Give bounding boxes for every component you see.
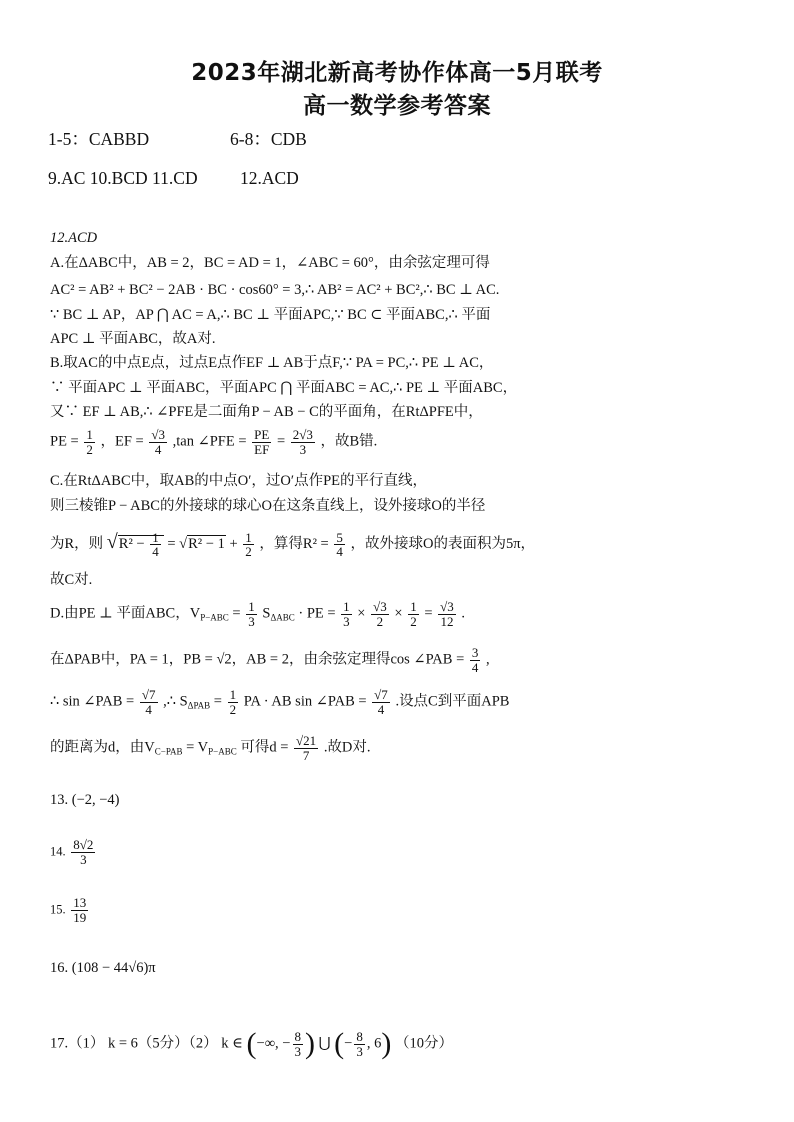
item-number: 14. [50, 844, 66, 859]
text-segment: × [394, 605, 403, 622]
denominator: 2 [376, 613, 384, 629]
solution-line-7: 又∵ EF ⊥ AB,∴ ∠PFE是二面角P − AB − C的平面角，在RtΔPFE中， [50, 404, 483, 420]
fraction-1-3 [246, 600, 257, 628]
answer-15 [50, 896, 90, 924]
denominator: 2 [86, 441, 93, 457]
text-segment: = [232, 605, 241, 622]
item-number: 15. [50, 902, 66, 917]
solution-line-4: APC ⊥ 平面ABC，故A对. [50, 331, 216, 347]
denominator: 3 [80, 851, 87, 867]
denominator: 7 [302, 747, 310, 763]
fraction-2sqrt3-3 [291, 428, 315, 456]
fraction-5-4 [334, 531, 345, 559]
fraction-1-2 [408, 600, 419, 628]
denominator: 3 [343, 613, 350, 629]
denominator: 2 [410, 613, 417, 629]
numerator: 13 [73, 895, 87, 910]
numerator: 1 [245, 529, 252, 545]
sqrt-sign: √ [179, 536, 188, 552]
radicand [118, 529, 164, 560]
text-segment: , 6 [366, 1035, 382, 1052]
denominator: 2 [229, 701, 237, 717]
text-segment: .设点C到平面APB [395, 693, 510, 710]
answers-1-5: 1-5：CABBD [48, 129, 150, 149]
fraction-1-3 [341, 600, 352, 628]
solution-line-3: ∵ BC ⊥ AP，AP ⋂ AC = A,∴ BC ⊥ 平面APC,∵ BC ⊂ 平面ABC,∴ 平面 [50, 307, 491, 323]
numerator: 2√3 [292, 427, 313, 442]
numerator: 1 [248, 599, 255, 614]
numerator: 1 [410, 599, 417, 614]
answers-12: 12.ACD [240, 168, 299, 188]
fraction-13-19 [71, 896, 88, 924]
fraction-1-4 [150, 531, 161, 559]
radicand-text: R² − [118, 536, 149, 552]
text-segment: 的距离为d，由V [50, 739, 155, 756]
denominator: EF [254, 441, 270, 457]
denominator: 3 [299, 441, 307, 457]
subscript: P−ABC [200, 612, 229, 623]
text-segment: = [213, 693, 222, 710]
left-paren: ( [334, 1027, 345, 1060]
text-segment: D.由PE ⊥ 平面ABC，V [50, 605, 201, 622]
text-segment: = [424, 605, 433, 622]
numerator: √7 [374, 687, 388, 702]
denominator: 2 [245, 544, 252, 560]
answer-14 [50, 838, 97, 866]
text-segment: × [357, 605, 366, 622]
subscript: ΔPAB [187, 700, 211, 711]
subscript: C−PAB [154, 746, 183, 757]
solution-12-header: 12.ACD [50, 230, 98, 246]
text-segment: ∴ sin ∠PAB = [50, 693, 135, 710]
numerator: √3 [373, 599, 387, 614]
radicand: R² − 1 [188, 536, 225, 552]
text-segment: = V [186, 739, 209, 756]
solution-line-15 [50, 688, 509, 716]
fraction-8sqrt2-3 [71, 838, 95, 866]
fraction-3-4 [470, 646, 481, 674]
document-subtitle: 高一数学参考答案 [303, 93, 491, 119]
text-segment: .故D对. [323, 739, 371, 756]
text-segment: PE = [50, 433, 79, 450]
union-symbol: ⋃ [318, 1035, 331, 1052]
numerator: 5 [336, 529, 343, 545]
numerator: 8 [356, 1028, 363, 1044]
numerator: 3 [471, 645, 479, 660]
fraction-sqrt7-4 [140, 688, 158, 716]
text-segment: ，故B错. [320, 433, 378, 450]
fraction-1-2 [228, 688, 239, 716]
denominator: 4 [471, 659, 479, 675]
text-segment: 为R，则 [50, 536, 104, 552]
fraction-sqrt7-4 [372, 688, 390, 716]
numerator: 8√2 [73, 837, 94, 852]
fraction-1-2 [84, 428, 95, 456]
text-segment: 可得d = [240, 739, 289, 756]
text-segment: −∞, − [256, 1035, 291, 1052]
left-paren: ( [246, 1027, 257, 1060]
answer-16: 16. (108 − 44√6)π [50, 960, 156, 976]
text-segment: 17.（1） k = 6（5分）（2） k ∈ [50, 1035, 243, 1052]
subscript: P−ABC [208, 746, 237, 757]
text-segment: = [276, 433, 286, 450]
subscript: ΔABC [270, 612, 295, 623]
text-segment: ，算得R² = [259, 536, 329, 552]
denominator: 4 [377, 701, 385, 717]
numerator: √3 [151, 427, 165, 442]
solution-line-10: 则三棱锥P − ABC的外接球的球心O在这条直线上，设外接球O的半径 [50, 498, 486, 514]
numerator: PE [254, 427, 270, 442]
numerator: √7 [141, 687, 156, 702]
solution-line-12: 故C对. [50, 572, 93, 588]
solution-line-9: C.在RtΔABC中，取AB的中点O′，过O′点作PE的平行直线， [50, 473, 427, 489]
denominator: 4 [336, 544, 343, 560]
numerator: √3 [440, 599, 454, 614]
solution-line-2: AC² = AB² + BC² − 2AB · BC · cos60° = 3,∴ AB² = AC² + BC²,∴ BC ⊥ AC. [50, 282, 500, 298]
fraction-pe-ef [252, 428, 271, 456]
solution-line-11 [50, 530, 535, 559]
text-segment: PA · AB sin ∠PAB = [243, 693, 367, 710]
answers-9-11: 9.AC 10.BCD 11.CD [48, 168, 198, 188]
text-segment: ，故外接球O的表面积为5π， [350, 536, 536, 552]
numerator: 1 [229, 687, 237, 702]
text-segment: ,∴ S [163, 693, 188, 710]
denominator: 3 [356, 1043, 363, 1059]
fraction-sqrt3-4 [149, 428, 167, 456]
right-paren: ) [305, 1027, 315, 1060]
numerator: √21 [296, 733, 317, 748]
denominator: 12 [440, 613, 454, 629]
solution-line-16 [50, 734, 371, 762]
fraction-8-3 [354, 1030, 365, 1058]
fraction-8-3 [293, 1030, 304, 1058]
document-title: 2023年湖北新高考协作体高一5月联考 [191, 60, 603, 86]
solution-line-13 [50, 600, 465, 628]
text-segment: , [486, 651, 490, 668]
denominator: 4 [152, 544, 159, 560]
text-segment: − [344, 1035, 353, 1052]
answer-17 [50, 1026, 453, 1062]
numerator: 1 [152, 529, 159, 545]
text-segment: S [262, 605, 271, 622]
solution-line-14 [50, 646, 490, 674]
fraction-1-2 [243, 531, 254, 559]
text-segment: （10分） [394, 1035, 453, 1052]
text-segment: ,tan ∠PFE = [172, 433, 247, 450]
numerator: 1 [343, 599, 350, 614]
denominator: 3 [294, 1043, 301, 1059]
fraction-sqrt21-7 [294, 734, 318, 762]
text-segment: ，EF = [100, 433, 144, 450]
text-segment: + [229, 536, 238, 552]
solution-line-8 [50, 428, 377, 456]
sqrt-sign: √ [106, 531, 118, 553]
right-paren: ) [381, 1027, 392, 1060]
text-segment: . [461, 605, 466, 622]
denominator: 3 [248, 613, 255, 629]
text-segment: = [167, 536, 180, 552]
text-segment: 在ΔPAB中，PA = 1，PB = √2，AB = 2，由余弦定理得cos ∠PAB = [50, 651, 465, 668]
solution-line-5: B.取AC的中点E点，过点E点作EF ⊥ AB于点F,∵ PA = PC,∴ PE ⊥ AC， [50, 355, 494, 371]
answers-6-8: 6-8：CDB [230, 129, 307, 149]
numerator: 8 [294, 1028, 301, 1044]
answer-13: 13. (−2, −4) [50, 792, 120, 808]
denominator: 4 [145, 701, 152, 717]
solution-line-6: ∵ 平面APC ⊥ 平面ABC，平面APC ⋂ 平面ABC = AC,∴ PE ⊥ 平面ABC， [50, 380, 518, 396]
numerator: 1 [86, 427, 93, 442]
solution-line-1: A.在ΔABC中，AB = 2，BC = AD = 1，∠ABC = 60°，由余弦定理可得 [50, 255, 490, 271]
denominator: 4 [154, 441, 162, 457]
text-segment: · PE = [298, 605, 336, 622]
denominator: 19 [73, 909, 87, 925]
fraction-sqrt3-2 [371, 600, 389, 628]
fraction-sqrt3-12 [438, 600, 456, 628]
